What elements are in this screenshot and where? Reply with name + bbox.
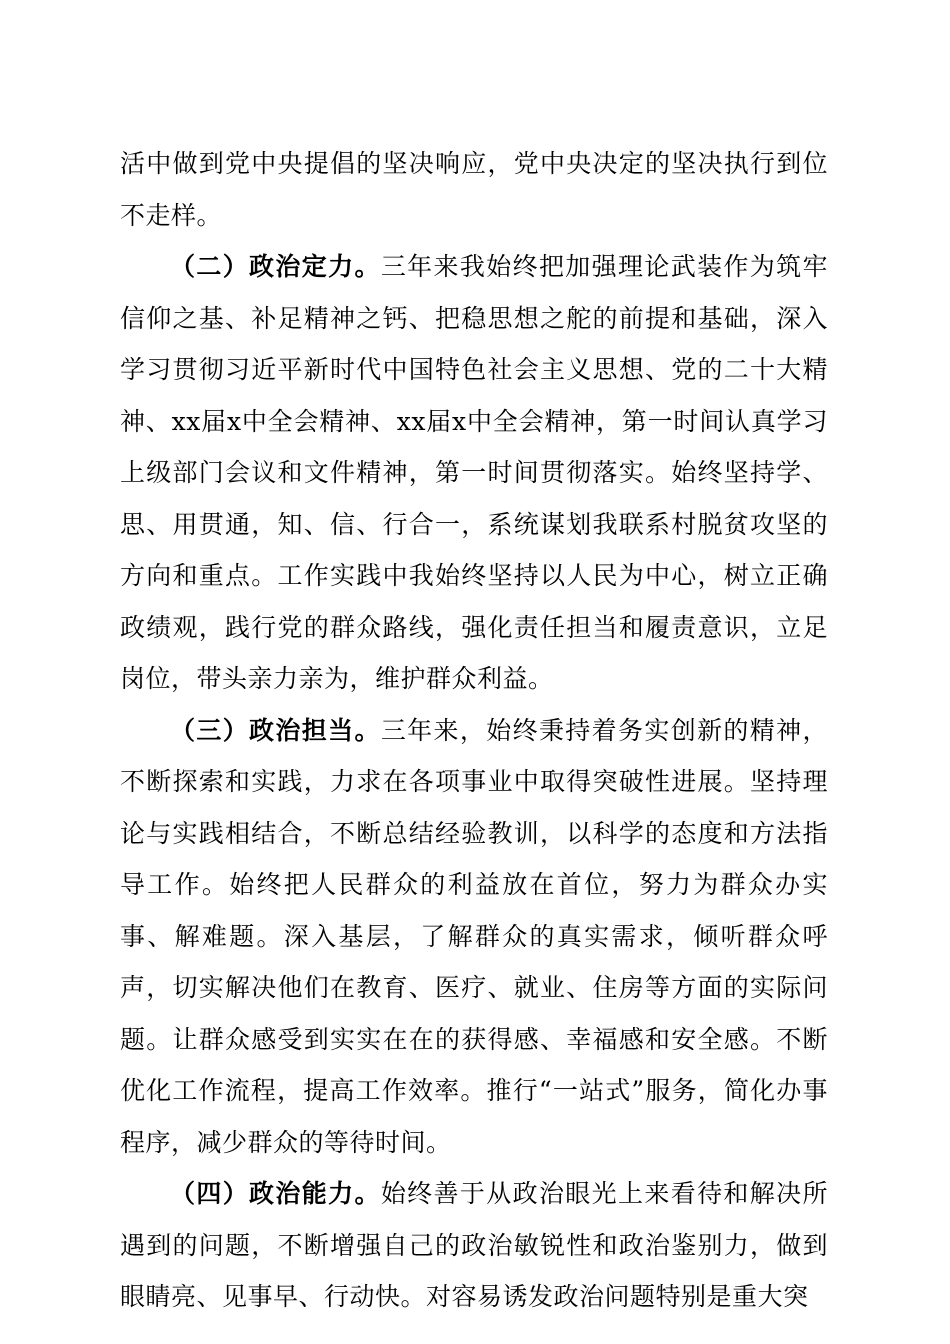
document-body xyxy=(120,138,828,1323)
paragraph-political-responsibility xyxy=(120,705,828,1169)
section-heading: （四）政治能力。 xyxy=(170,1179,381,1208)
paragraph-body: 三年来，始终秉持着务实创新的精神，不断探索和实践，力求在各项事业中取得突破性进展。坚持理论与实践相结合，不断总结经验教训，以科学的态度和方法指导工作。始终把人民群众的利益放在首位，努力为群众办实事、解难题。深入基层，了解群众的真实需求，倾听群众呼声，切实解决他们在教育、医疗、就业、住房等方面的实际问题。让群众感受到实实在在的获得感、幸福感和安全感。不断优化工作流程，提高工作效率。推行“一站式”服务，简化办事程序，减少群众的等待时间。 xyxy=(120,715,828,1157)
paragraph-body: 活中做到党中央提倡的坚决响应，党中央决定的坚决执行到位不走样。 xyxy=(120,149,828,230)
paragraph-political-determination xyxy=(120,241,828,705)
paragraph-continuation xyxy=(120,138,828,241)
paragraph-body: 始终善于从政治眼光上来看待和解决所遇到的问题，不断增强自己的政治敏锐性和政治鉴别力，做到眼睛亮、见事早、行动快。对容易诱发政治问题特别是重大突 xyxy=(120,1179,828,1311)
section-heading: （二）政治定力。 xyxy=(170,252,381,281)
paragraph-body: 三年来我始终把加强理论武装作为筑牢信仰之基、补足精神之钙、把稳思想之舵的前提和基础，深入学习贯彻习近平新时代中国特色社会主义思想、党的二十大精神、xx届x中全会精神、xx届x中全会精神，第一时间认真学习上级部门会议和文件精神，第一时间贯彻落实。始终坚持学、思、用贯通，知、信、行合一，系统谋划我联系村脱贫攻坚的方向和重点。工作实践中我始终坚持以人民为中心，树立正确政绩观，践行党的群众路线，强化责任担当和履责意识，立足岗位，带头亲力亲为，维护群众利益。 xyxy=(120,252,828,693)
section-heading: （三）政治担当。 xyxy=(170,715,381,745)
paragraph-political-capability xyxy=(120,1168,828,1323)
